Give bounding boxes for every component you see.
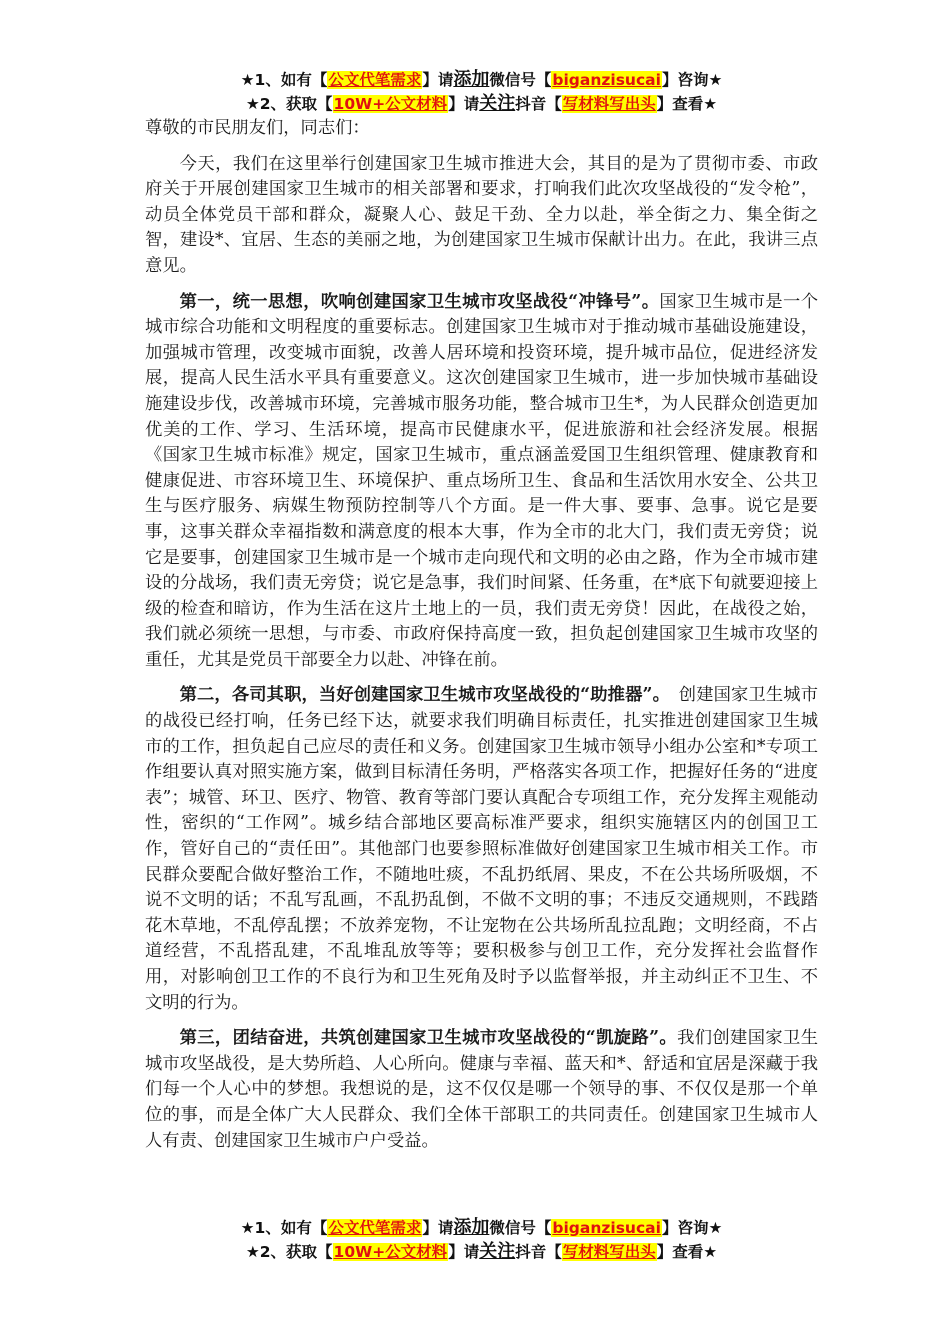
promo-footer-line-1: ★1、如有【公文代笔需求】请添加微信号【biganzisucai】咨询★	[240, 1217, 723, 1238]
section-1-body: 国家卫生城市是一个城市综合功能和文明程度的重要标志。创建国家卫生城市对于推动城市基础设施建设，加强城市管理，改变城市面貌，改善人居环境和投资环境，提升城市品位，促进经济发展，提高人民生活水平具有重要意义。这次创建国家卫生城市，进一步加快城市基础设施建设步伐，改善城市环境，完善城市服务功能，整合城市卫生*，为人民群众创造更加优美的工作、学习、生活环境，提高市民健康水平，促进旅游和社会经济发展。根据《国家卫生城市标准》规定，国家卫生城市，重点涵盖爱国卫生组织管理、健康教育和健康促进、市容环境卫生、环境保护、重点场所卫生、食品和生活饮用水安全、公共卫生与医疗服务、病媒生物预防控制等八个方面。是一件大事、要事、急事。说它是要事，这事关群众幸福指数和满意度的根本大事，作为全市的北大门，我们责无旁贷；说它是要事，创建国家卫生城市是一个城市走向现代和文明的必由之路，作为全市城市建设的分战场，我们责无旁贷；说它是急事，我们时间紧、任务重，在*底下旬就要迎接上级的检查和暗访，作为生活在这片土地上的一员，我们责无旁贷！因此，在战役之始，我们就必须统一思想，与市委、市政府保持高度一致，担负起创建国家卫生城市攻坚的重任，尤其是党员干部要全力以赴、冲锋在前。	[145, 291, 818, 670]
promo-footer-highlight-wechat-id: biganzisucai	[552, 1219, 661, 1237]
promo-footer-highlight-douyin: 写材料写出头	[562, 1243, 656, 1261]
section-2-body: 创建国家卫生城市的战役已经打响，任务已经下达，就要求我们明确目标责任，扎实推进创建国家卫生城市的工作，担负起自己应尽的责任和义务。创建国家卫生城市领导小组办公室和*专项工作组要认真对照实施方案，做到目标清任务明，严格落实各项工作，把握好任务的“进度表”；城管、环卫、医疗、物管、教育等部门要认真配合专项组工作，充分发挥主观能动性，密织的“工作网”。城乡结合部地区要高标准严要求，组织实施辖区内的创国卫工作，管好自己的“责任田”。其他部门也要参照标准做好创建国家卫生城市相关工作。市民群众要配合做好整治工作，不随地吐痰，不乱扔纸屑、果皮，不在公共场所吸烟，不说不文明的话；不乱写乱画，不乱扔乱倒，不做不文明的事；不违反交通规则，不践踏花木草地，不乱停乱摆；不放养宠物，不让宠物在公共场所乱拉乱跑；文明经商，不占道经营，不乱搭乱建，不乱堆乱放等等；要积极参与创卫工作，充分发挥社会监督作用，对影响创卫工作的不良行为和卫生死角及时予以监督举报，并主动纠正不卫生、不文明的行为。	[145, 685, 818, 1013]
section-3-heading: 第三，团结奋进，共筑创建国家卫生城市攻坚战役的“凯旋路”。	[179, 1028, 678, 1049]
salutation: 尊敬的市民朋友们，同志们：	[145, 118, 370, 138]
promo-footer	[145, 1216, 818, 1264]
promo-line-2: ★2、获取【10W+公文材料】请关注抖音【写材料写出头】查看★	[245, 93, 718, 114]
section-3-body: 我们创建国家卫生城市攻坚战役，是大势所趋、人心所向。健康与幸福、蓝天和*、舒适和宜居是深藏于我们每一个人心中的梦想。我想说的是，这不仅仅是哪一个领导的事、不仅仅是那一个单位的事，而是全体广大人民群众、我们全体干部职工的共同责任。创建国家卫生城市人人有责、创建国家卫生城市户户受益。	[145, 1028, 818, 1151]
promo-highlight-douyin: 写材料写出头	[562, 95, 656, 113]
promo-highlight-materials: 10W+公文材料	[333, 95, 448, 113]
promo-highlight-wechat-id: biganzisucai	[552, 71, 661, 89]
promo-footer-highlight-service: 公文代笔需求	[328, 1219, 422, 1237]
document-body	[145, 116, 818, 1154]
promo-header	[145, 68, 818, 116]
promo-footer-line-2: ★2、获取【10W+公文材料】请关注抖音【写材料写出头】查看★	[245, 1241, 718, 1262]
section-2-heading: 第二，各司其职，当好创建国家卫生城市攻坚战役的“助推器”。	[179, 685, 662, 706]
section-1-paragraph	[145, 290, 818, 674]
promo-highlight-service: 公文代笔需求	[328, 71, 422, 89]
promo-footer-highlight-materials: 10W+公文材料	[333, 1243, 448, 1261]
section-2-paragraph	[145, 683, 818, 1016]
section-3-paragraph	[145, 1026, 818, 1154]
intro-paragraph: 今天，我们在这里举行创建国家卫生城市推进大会，其目的是为了贯彻市委、市政府关于开展创建国家卫生城市的相关部署和要求，打响我们此次攻坚战役的“发令枪”，动员全体党员干部和群众，凝聚人心、鼓足干劲、全力以赴，举全街之力、集全街之智，建设*、宜居、生态的美丽之地，为创建国家卫生城市保献计出力。在此，我讲三点意见。	[145, 153, 818, 276]
promo-line-1: ★1、如有【公文代笔需求】请添加微信号【biganzisucai】咨询★	[240, 69, 723, 90]
section-1-heading: 第一，统一思想，吹响创建国家卫生城市攻坚战役“冲锋号”。	[179, 291, 660, 312]
